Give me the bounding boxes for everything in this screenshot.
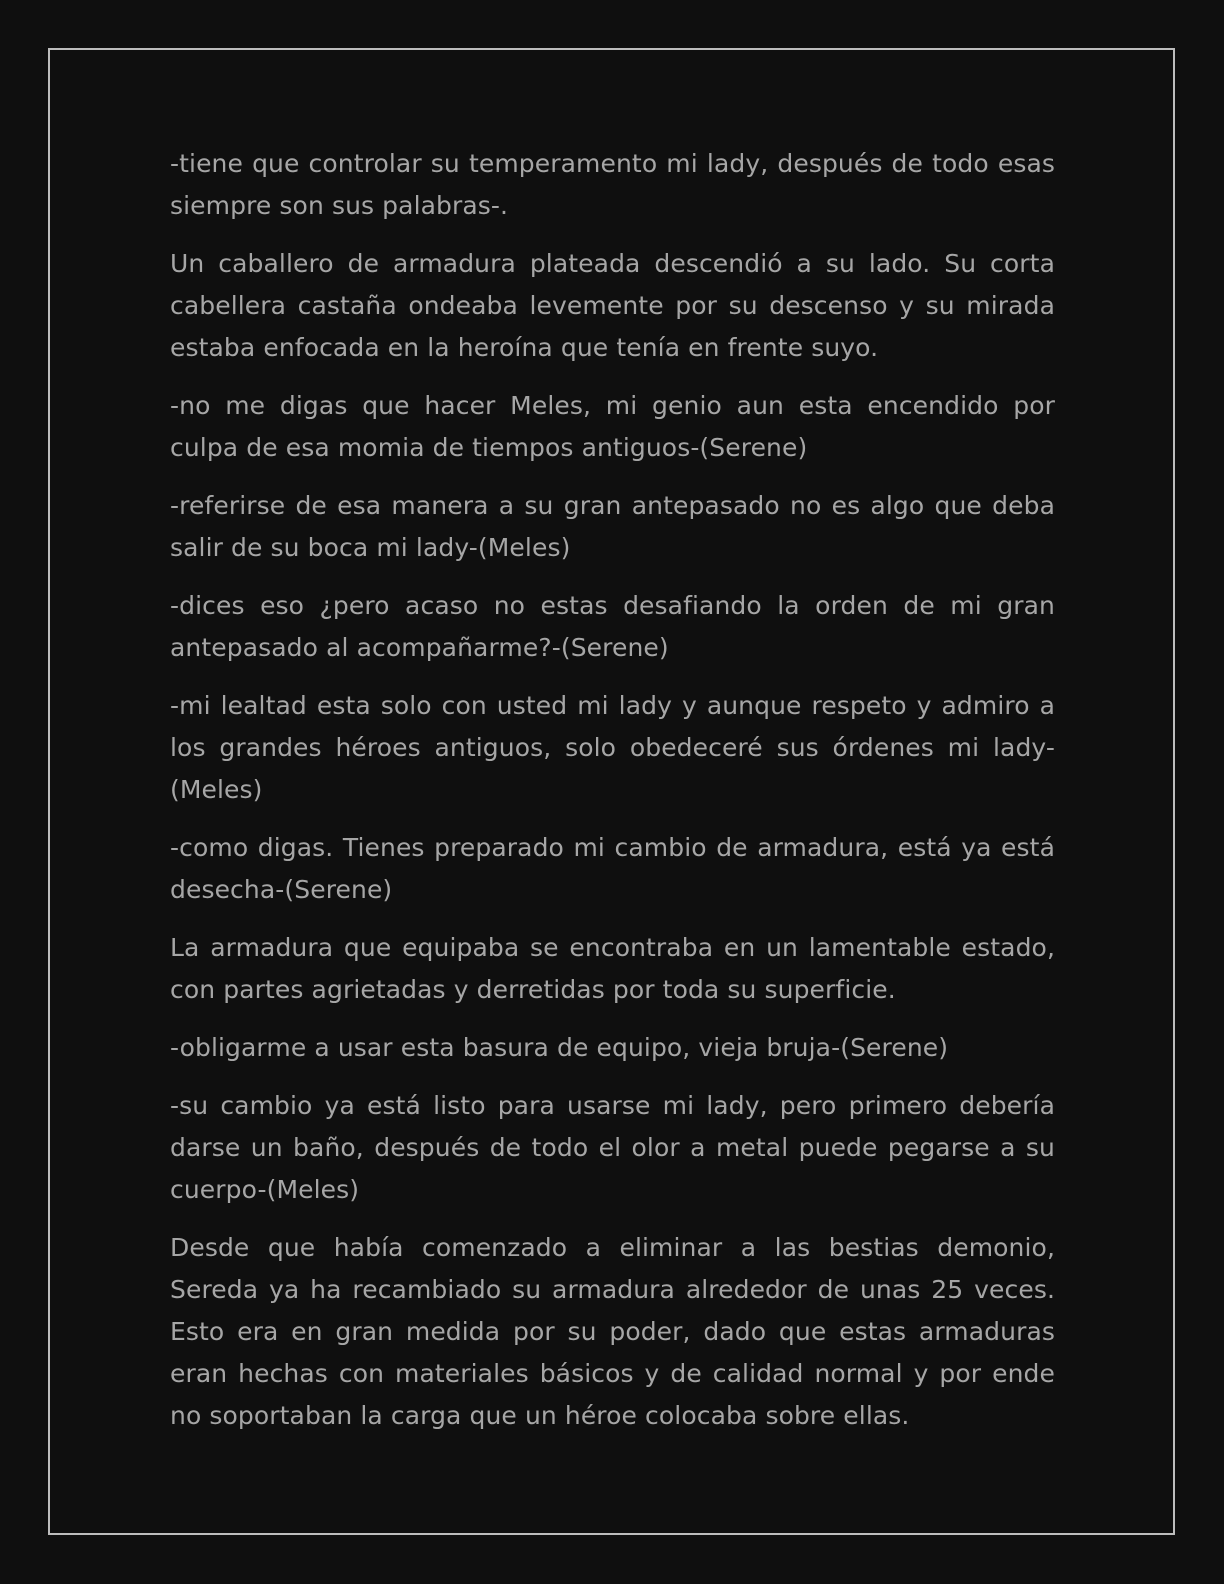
paragraph: -tiene que controlar su temperamento mi lady, después de todo esas siempre son sus palabras-. bbox=[170, 149, 1055, 220]
paragraph: -su cambio ya está listo para usarse mi lady, pero primero debería darse un baño, después de todo el olor a metal puede pegarse a su cuerpo-(Meles) bbox=[170, 1091, 1055, 1204]
paragraph: Desde que había comenzado a eliminar a las bestias demonio, Sereda ya ha recambiado su armadura alrededor de unas 25 veces. Esto era en gran medida por su poder, dado que estas armaduras eran hechas con materiales básicos y de calidad normal y por ende no soportaban la carga que un héroe colocaba sobre ellas. bbox=[170, 1233, 1055, 1430]
paragraph: -no me digas que hacer Meles, mi genio aun esta encendido por culpa de esa momia de tiempos antiguos-(Serene) bbox=[170, 391, 1055, 462]
paragraph: -dices eso ¿pero acaso no estas desafiando la orden de mi gran antepasado al acompañarme?-(Serene) bbox=[170, 591, 1055, 662]
paragraph: -obligarme a usar esta basura de equipo, vieja bruja-(Serene) bbox=[170, 1033, 949, 1062]
paragraph: Un caballero de armadura plateada descendió a su lado. Su corta cabellera castaña ondeaba levemente por su descenso y su mirada estaba enfocada en la heroína que tenía en frente suyo. bbox=[170, 249, 1055, 362]
document-body bbox=[170, 143, 1055, 1453]
paragraph: -referirse de esa manera a su gran antepasado no es algo que deba salir de su boca mi lady-(Meles) bbox=[170, 491, 1055, 562]
paragraph: -como digas. Tienes preparado mi cambio de armadura, está ya está desecha-(Serene) bbox=[170, 833, 1055, 904]
paragraph: La armadura que equipaba se encontraba en un lamentable estado, con partes agrietadas y derretidas por toda su superficie. bbox=[170, 933, 1055, 1004]
paragraph: -mi lealtad esta solo con usted mi lady y aunque respeto y admiro a los grandes héroes antiguos, solo obedeceré sus órdenes mi lady-(Meles) bbox=[170, 691, 1055, 804]
